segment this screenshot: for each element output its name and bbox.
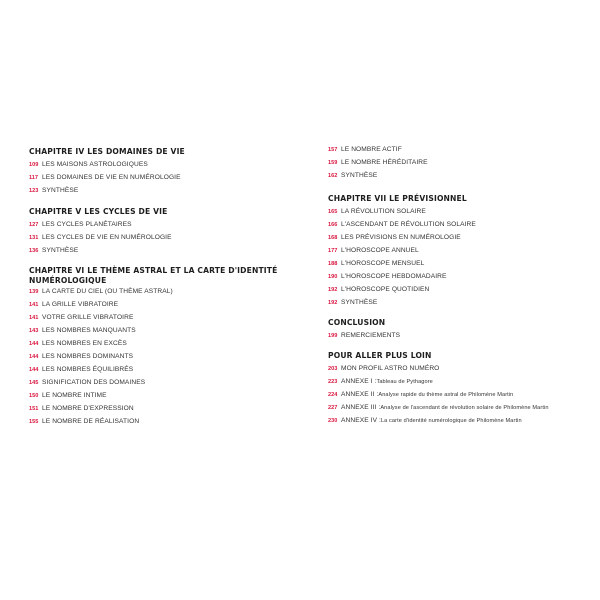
toc-entry[interactable] — [328, 221, 590, 234]
toc-entry[interactable] — [328, 260, 590, 273]
page-number: 117 — [29, 174, 39, 181]
page-number: 145 — [29, 380, 39, 386]
chapter-4-section — [29, 147, 291, 200]
entry-label: LES MAISONS ASTROLOGIQUES — [42, 160, 148, 168]
entry-label: L'HOROSCOPE MENSUEL — [341, 259, 425, 267]
page-number: 123 — [29, 187, 39, 194]
toc-entry[interactable] — [29, 418, 291, 431]
page-number: 144 — [29, 341, 39, 347]
toc-entry[interactable] — [328, 273, 590, 286]
entry-label: Analyse de l'ascendant de révolution solaire de Philomène Martin — [380, 404, 549, 411]
toc-entry[interactable] — [328, 391, 590, 404]
toc-entry[interactable] — [29, 247, 291, 260]
entry-label: SYNTHÈSE — [341, 298, 378, 306]
page-number: 190 — [328, 273, 338, 280]
entry-label: LE NOMBRE HÉRÉDITAIRE — [341, 159, 428, 166]
toc-entry[interactable] — [29, 234, 291, 247]
toc-entry[interactable] — [29, 314, 291, 327]
entry-label: SIGNIFICATION DES DOMAINES — [42, 379, 146, 386]
entry-label: Tableau de Pythagore — [376, 378, 433, 385]
annex-prefix: ANNEXE III : — [341, 403, 381, 411]
page-number: 223 — [328, 378, 338, 385]
page-number: 143 — [29, 328, 39, 334]
page-number: 157 — [328, 147, 338, 153]
entry-label: L'ASCENDANT DE RÉVOLUTION SOLAIRE — [341, 220, 476, 228]
toc-entry[interactable] — [29, 221, 291, 234]
entry-label: LA RÉVOLUTION SOLAIRE — [341, 207, 426, 215]
entry-label: LA GRILLE VIBRATOIRE — [42, 301, 119, 308]
page-number: 141 — [29, 315, 39, 321]
page-number: 144 — [29, 354, 39, 360]
page-number: 141 — [29, 302, 39, 308]
toc-entry[interactable] — [29, 174, 291, 187]
toc-entry[interactable] — [29, 288, 291, 301]
entry-label: LES DOMAINES DE VIE EN NUMÉROLOGIE — [42, 173, 181, 181]
page-number: 144 — [29, 367, 39, 373]
entry-label: L'HOROSCOPE QUOTIDIEN — [341, 285, 430, 293]
entry-label: LES NOMBRES MANQUANTS — [42, 327, 136, 334]
entry-label: L'HOROSCOPE ANNUEL — [341, 246, 419, 254]
toc-entry[interactable] — [328, 208, 590, 221]
entry-label: REMERCIEMENTS — [341, 331, 401, 339]
page-number: 199 — [328, 332, 338, 339]
conclusion-title: CONCLUSION — [328, 318, 386, 327]
further-reading-section — [328, 351, 590, 430]
toc-entry[interactable] — [29, 301, 291, 314]
toc-entry[interactable] — [328, 172, 590, 185]
page-number: 227 — [328, 404, 338, 411]
entry-label: SYNTHÈSE — [42, 186, 79, 194]
page-number: 224 — [328, 391, 338, 398]
entry-label: SYNTHÈSE — [42, 246, 79, 254]
entry-label: LE NOMBRE INTIME — [42, 392, 107, 399]
entry-label: LES CYCLES PLANÉTAIRES — [42, 220, 132, 228]
entry-label: Analyse rapide du thème astral de Philomène Martin — [378, 391, 514, 398]
page-number: 127 — [29, 221, 39, 228]
toc-entry[interactable] — [29, 353, 291, 366]
entry-label: SYNTHÈSE — [341, 172, 378, 179]
page-number: 166 — [328, 221, 338, 228]
toc-entry[interactable] — [328, 299, 590, 312]
entry-label: LES NOMBRES ÉQUILIBRÉS — [42, 366, 134, 373]
toc-entry[interactable] — [328, 286, 590, 299]
entry-label: LES NOMBRES EN EXCÈS — [42, 340, 127, 347]
page-number: 151 — [29, 406, 39, 412]
entry-label: LA CARTE DU CIEL (OU THÈME ASTRAL) — [42, 288, 173, 295]
page-number: 150 — [29, 393, 39, 399]
toc-entry[interactable] — [328, 247, 590, 260]
chapter-4-title: CHAPITRE IV LES DOMAINES DE VIE — [29, 147, 185, 156]
toc-entry[interactable] — [328, 159, 590, 172]
toc-entry[interactable] — [328, 365, 590, 378]
page-number: 136 — [29, 247, 39, 254]
entry-label: LE NOMBRE D'EXPRESSION — [42, 405, 134, 412]
annex-prefix: ANNEXE I : — [341, 377, 377, 385]
page-number: 159 — [328, 160, 338, 166]
toc-entry[interactable] — [328, 417, 590, 430]
further-reading-title: POUR ALLER PLUS LOIN — [328, 351, 432, 360]
page-number: 188 — [328, 260, 338, 267]
page-number: 230 — [328, 417, 338, 424]
toc-entry[interactable] — [29, 366, 291, 379]
entry-label: LES PRÉVISIONS EN NUMÉROLOGIE — [341, 233, 461, 241]
chapter-6-continued — [328, 146, 590, 185]
toc-entry[interactable] — [328, 146, 590, 159]
toc-entry[interactable] — [29, 340, 291, 353]
page-number: 203 — [328, 365, 338, 372]
toc-entry[interactable] — [29, 327, 291, 340]
entry-label: La carte d'identité numérologique de Philomène Martin — [380, 417, 522, 424]
conclusion-section — [328, 318, 590, 345]
toc-entry[interactable] — [29, 392, 291, 405]
page-number: 162 — [328, 173, 338, 179]
page-number: 131 — [29, 234, 39, 241]
toc-entry[interactable] — [328, 234, 590, 247]
chapter-6-title — [29, 266, 291, 285]
toc-entry[interactable] — [29, 405, 291, 418]
page-number: 168 — [328, 234, 338, 241]
chapter-7-section — [328, 194, 590, 312]
entry-label: LE NOMBRE ACTIF — [341, 146, 402, 153]
entry-label: VOTRE GRILLE VIBRATOIRE — [42, 314, 134, 321]
chapter-5-title: CHAPITRE V LES CYCLES DE VIE — [29, 207, 168, 216]
page-number: 109 — [29, 161, 39, 168]
toc-entry[interactable] — [328, 378, 590, 391]
chapter-6-title-line-1: CHAPITRE VI LE THÈME ASTRAL ET LA CARTE D'IDENTITÉ — [29, 266, 278, 275]
toc-entry[interactable] — [328, 404, 590, 417]
page-number: 192 — [328, 299, 338, 306]
toc-entry[interactable] — [29, 187, 291, 200]
page-number: 155 — [29, 419, 39, 425]
chapter-6-section — [29, 266, 291, 431]
chapter-7-title: CHAPITRE VII LE PRÉVISIONNEL — [328, 194, 467, 203]
page-number: 177 — [328, 247, 338, 254]
entry-label: L'HOROSCOPE HEBDOMADAIRE — [341, 272, 447, 280]
entry-label: MON PROFIL ASTRO NUMÉRO — [341, 364, 440, 372]
page-number: 165 — [328, 208, 338, 215]
annex-prefix: ANNEXE II : — [341, 390, 379, 398]
entry-label: LES NOMBRES DOMINANTS — [42, 353, 134, 360]
toc-entry[interactable] — [328, 332, 590, 345]
entry-label: LES CYCLES DE VIE EN NUMÉROLOGIE — [42, 233, 172, 241]
toc-entry[interactable] — [29, 379, 291, 392]
chapter-5-section — [29, 207, 291, 260]
toc-entry[interactable] — [29, 161, 291, 174]
entry-label: LE NOMBRE DE RÉALISATION — [42, 418, 140, 425]
page-number: 192 — [328, 286, 338, 293]
annex-prefix: ANNEXE IV : — [341, 416, 381, 424]
chapter-6-title-line-2: NUMÉROLOGIQUE — [29, 275, 107, 285]
page-number: 139 — [29, 289, 39, 295]
